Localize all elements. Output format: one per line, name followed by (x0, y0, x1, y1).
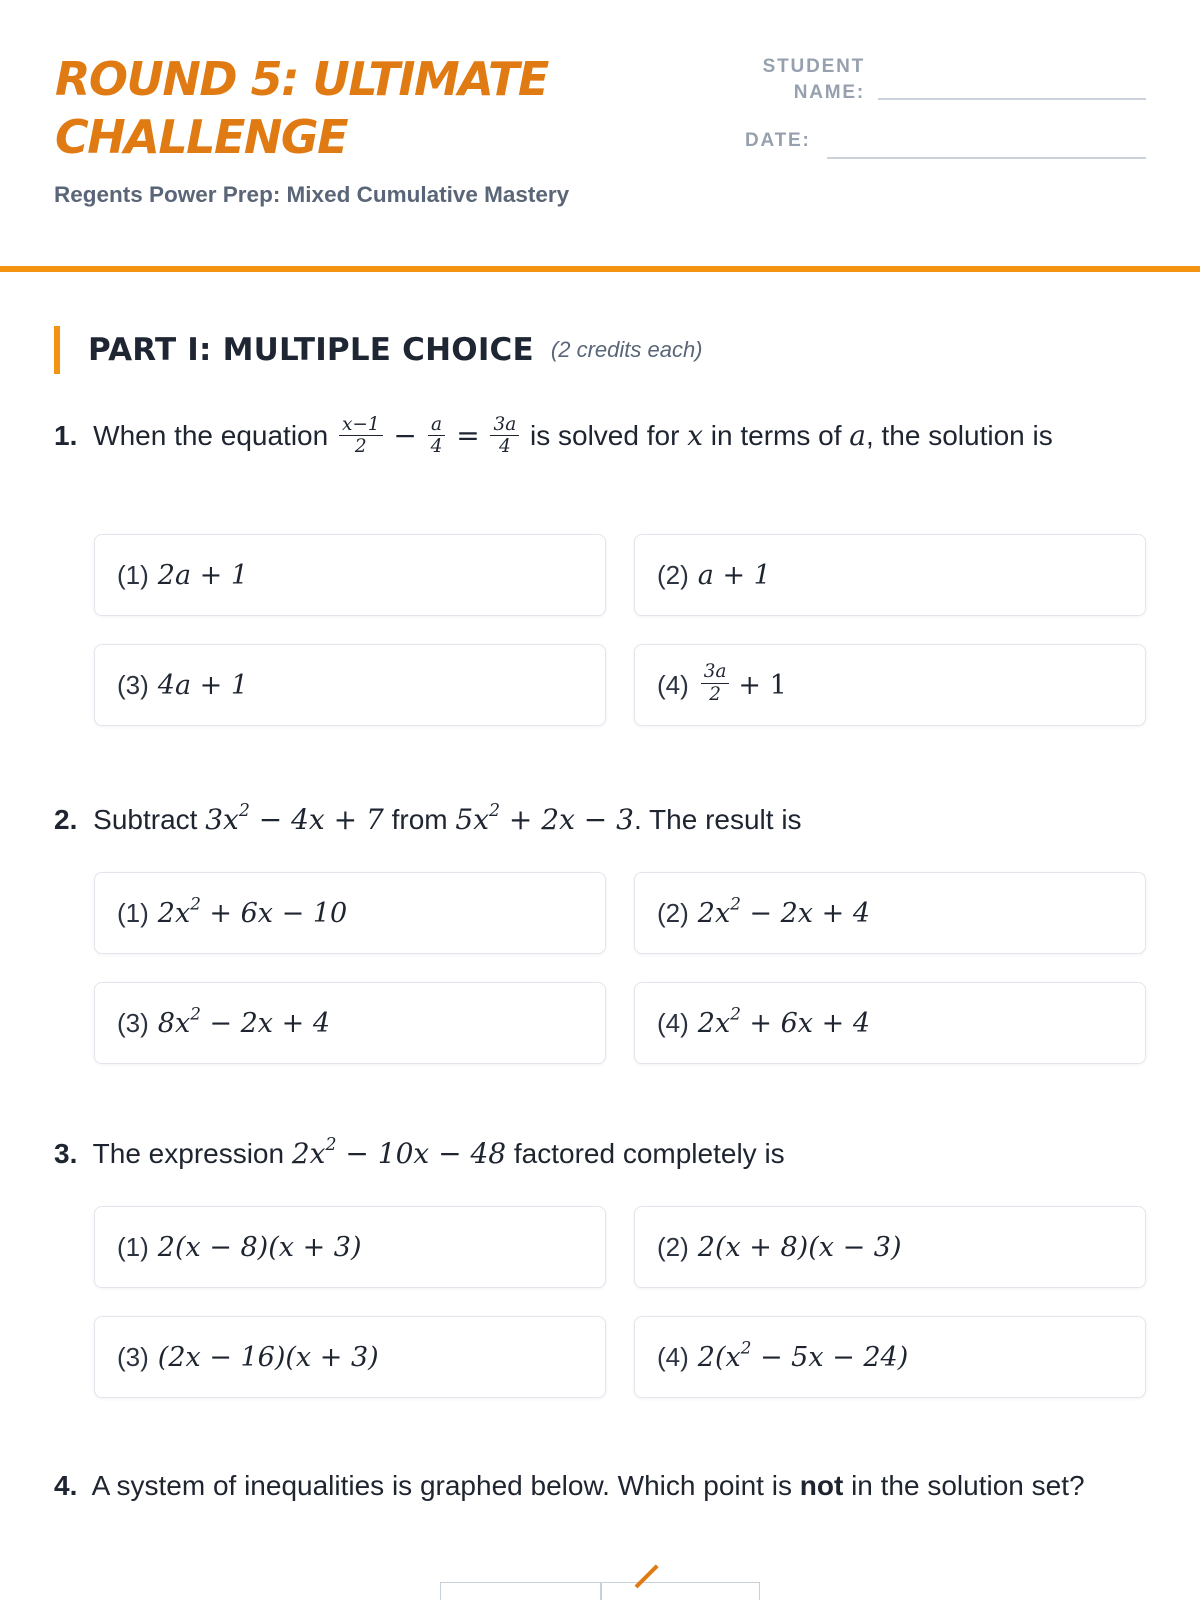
question-number: 1. (54, 420, 78, 451)
question-number: 3. (54, 1138, 78, 1169)
q2-choice-3[interactable] (94, 982, 606, 1064)
inequality-graph (440, 1582, 760, 1600)
choice-expression: a + 1 (697, 559, 771, 591)
choice-expression: $8x^2 - 2x + 4$ (157, 1002, 331, 1039)
choice-expression: $2x^2 - 2x + 4$ (697, 892, 871, 929)
q1-choice-4[interactable] (634, 644, 1146, 726)
question-text: . The result is (633, 804, 802, 835)
date-label: DATE: (745, 130, 811, 151)
question-number: 4. (54, 1470, 78, 1501)
question-text: in terms of (710, 420, 842, 451)
question-text: factored completely is (513, 1138, 785, 1169)
q1-choice-1[interactable] (94, 534, 606, 616)
section-title: PART I: MULTIPLE CHOICE (88, 332, 534, 368)
choice-expression: 4a + 1 (157, 669, 249, 701)
section-heading (54, 326, 703, 374)
question-text: A system of inequalities is graphed below. Which point is (91, 1470, 792, 1501)
math-fraction: $\frac{x-1}{2}$ (339, 415, 383, 457)
choice-number: (1) (117, 897, 149, 928)
math-variable: x (687, 419, 703, 452)
choice-number: (4) (657, 1007, 689, 1038)
math-expression: $2x^2 - 10x - 48$ (291, 1134, 507, 1170)
choice-expression: 2(x − 8)(x + 3) (157, 1231, 362, 1263)
choice-number: (1) (117, 1231, 149, 1262)
question-number: 2. (54, 804, 78, 835)
section-credit-note: (2 credits each) (550, 337, 703, 362)
q2-choice-4[interactable] (634, 982, 1146, 1064)
choice-number: (2) (657, 1231, 689, 1262)
choice-expression: $2(x^2 - 5x - 24)$ (697, 1336, 909, 1373)
choice-number: (2) (657, 559, 689, 590)
choice-number: (4) (657, 1341, 689, 1372)
choice-expression: (2x − 16)(x + 3) (157, 1341, 379, 1373)
choice-expression: 2a + 1 (157, 559, 249, 591)
math-fraction: $\frac{a}{4}$ (428, 415, 446, 457)
question-4 (54, 1462, 1154, 1509)
math-fraction: $\frac{3a}{2}$ (701, 662, 730, 704)
q3-choice-3[interactable] (94, 1316, 606, 1398)
question-1 (54, 412, 1154, 459)
choice-number: (3) (117, 1341, 149, 1372)
graph-boundary-line (635, 1564, 659, 1588)
question-text: from (391, 804, 448, 835)
choice-expression: 2(x + 8)(x − 3) (697, 1231, 902, 1263)
q3-choice-4[interactable] (634, 1316, 1146, 1398)
q1-choice-2[interactable] (634, 534, 1146, 616)
q3-choice-2[interactable] (634, 1206, 1146, 1288)
header-divider (0, 266, 1200, 272)
choice-number: (3) (117, 1007, 149, 1038)
q1-choice-3[interactable] (94, 644, 606, 726)
choice-expression: + 1 (738, 669, 787, 701)
student-name-field[interactable] (878, 98, 1146, 100)
math-expression: $5x^2 + 2x - 3$ (455, 800, 634, 836)
math-operator: − (393, 419, 417, 452)
graph-axis-line (600, 1583, 602, 1600)
choice-number: (3) (117, 669, 149, 700)
q2-choice-1[interactable] (94, 872, 606, 954)
student-name-label: STUDENT NAME: (762, 56, 865, 103)
q3-choice-1[interactable] (94, 1206, 606, 1288)
question-text: , the solution is (865, 420, 1053, 451)
date-field[interactable] (827, 157, 1146, 159)
choice-number: (2) (657, 897, 689, 928)
question-3 (54, 1130, 1154, 1177)
question-text: in the solution set? (851, 1470, 1085, 1501)
worksheet-subtitle: Regents Power Prep: Mixed Cumulative Mastery (54, 182, 570, 207)
choice-number: (4) (657, 669, 689, 700)
math-fraction: $\frac{3a}{4}$ (490, 415, 519, 457)
math-operator: = (456, 419, 480, 452)
math-variable: a (849, 419, 866, 452)
question-text: Subtract (93, 804, 198, 835)
worksheet-title: ROUND 5: ULTIMATE CHALLENGE (55, 52, 548, 164)
question-2 (54, 796, 1154, 843)
q2-choice-2[interactable] (634, 872, 1146, 954)
question-text: is solved for (530, 420, 680, 451)
worksheet-header (0, 0, 1200, 274)
choice-number: (1) (117, 559, 149, 590)
question-text: The expression (92, 1138, 285, 1169)
question-emphasis: not (799, 1470, 844, 1501)
question-text: When the equation (93, 420, 329, 451)
choice-expression: $2x^2 + 6x + 4$ (697, 1002, 871, 1039)
section-accent-bar (54, 326, 60, 374)
math-expression: $3x^2 - 4x + 7$ (205, 800, 384, 836)
choice-expression: $2x^2 + 6x - 10$ (157, 892, 348, 929)
